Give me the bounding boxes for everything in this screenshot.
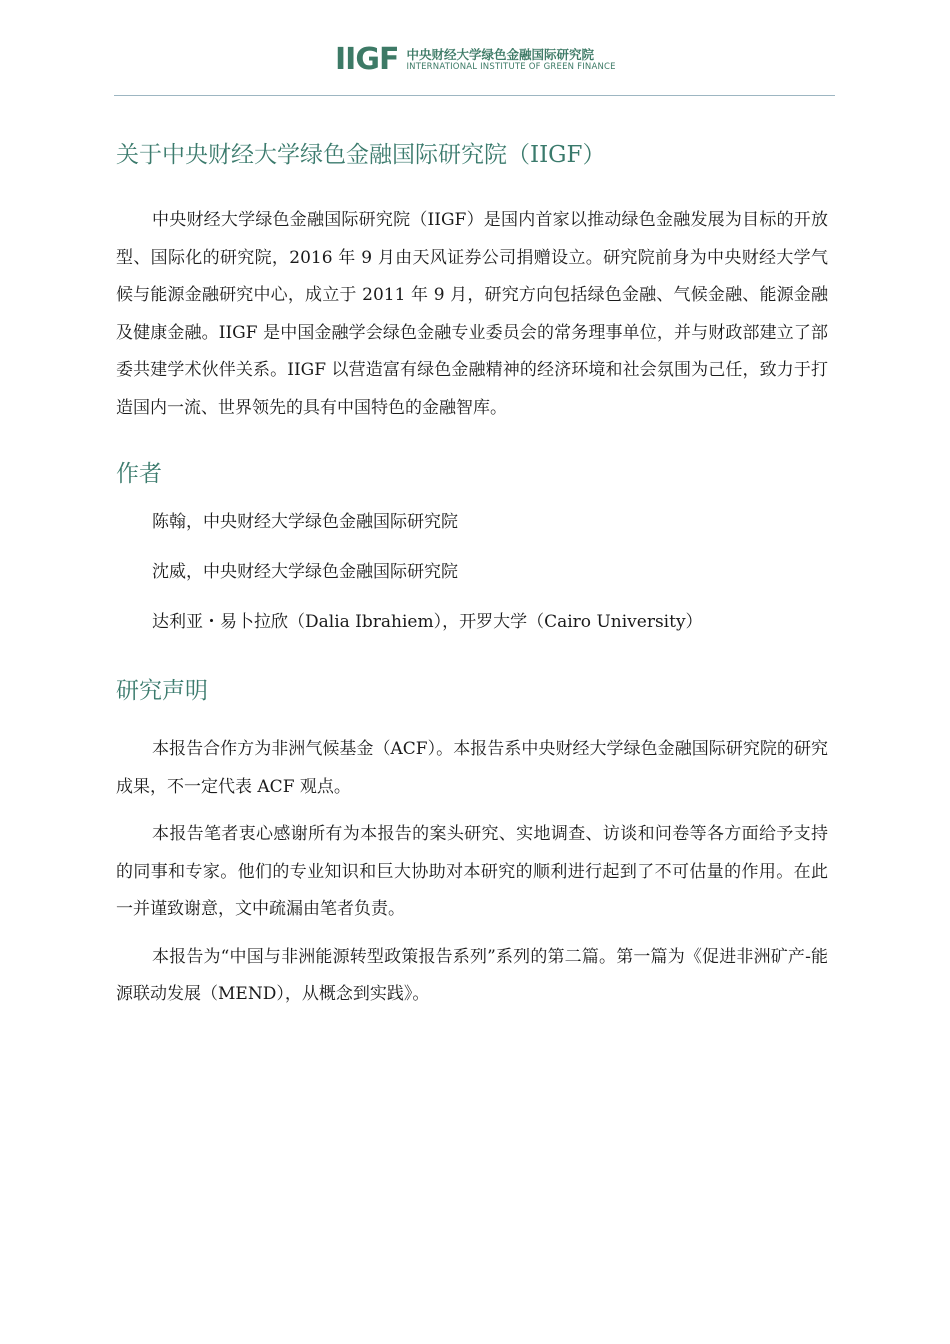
- statement-heading: 研究声明: [116, 678, 208, 704]
- authors-heading: 作者: [116, 461, 162, 487]
- logo-mark: IIGF: [335, 42, 399, 77]
- logo-english-name: INTERNATIONAL INSTITUTE OF GREEN FINANCE: [406, 62, 616, 72]
- logo-text: [406, 47, 615, 73]
- statement-paragraph: 本报告合作方为非洲气候基金（ACF）。本报告系中央财经大学绿色金融国际研究院的研究成果，不一定代表 ACF 观点。: [116, 739, 828, 797]
- document-body: [116, 140, 828, 1014]
- statement-paragraph: 本报告为“中国与非洲能源转型政策报告系列”系列的第二篇。第一篇为《促进非洲矿产-能源联动发展（MEND），从概念到实践》。: [116, 946, 828, 1004]
- about-heading: 关于中央财经大学绿色金融国际研究院（IIGF）: [116, 142, 606, 168]
- statement-paragraph: 本报告笔者衷心感谢所有为本报告的案头研究、实地调查、访谈和问卷等各方面给予支持的同事和专家。他们的专业知识和巨大协助对本研究的顺利进行起到了不可估量的作用。在此一并谨致谢意，文中疏漏由笔者负责。: [116, 824, 828, 919]
- page-header: [0, 0, 950, 96]
- logo-chinese-name: 中央财经大学绿色金融国际研究院: [406, 47, 594, 62]
- author-item: 沈威，中央财经大学绿色金融国际研究院: [152, 562, 458, 582]
- iigf-logo: [335, 43, 616, 77]
- about-paragraph: 中央财经大学绿色金融国际研究院（IIGF）是国内首家以推动绿色金融发展为目标的开放型、国际化的研究院，2016 年 9 月由天风证券公司捐赠设立。研究院前身为中央财经大学气候与能源金融研究中心，成立于 2011 年 9 月，研究方向包括绿色金融、气候金融、能源金融及健康金融。IIGF 是中国金融学会绿色金融专业委员会的常务理事单位，并与财政部建立了部委共建学术伙伴关系。IIGF 以营造富有绿色金融精神的经济环境和社会氛围为己任，致力于打造国内一流、世界领先的具有中国特色的金融智库。: [116, 210, 828, 418]
- author-item: 陈翰，中央财经大学绿色金融国际研究院: [152, 512, 458, 532]
- header-divider: [114, 95, 835, 96]
- author-item: 达利亚・易卜拉欣（Dalia Ibrahiem），开罗大学（Cairo University）: [152, 612, 703, 632]
